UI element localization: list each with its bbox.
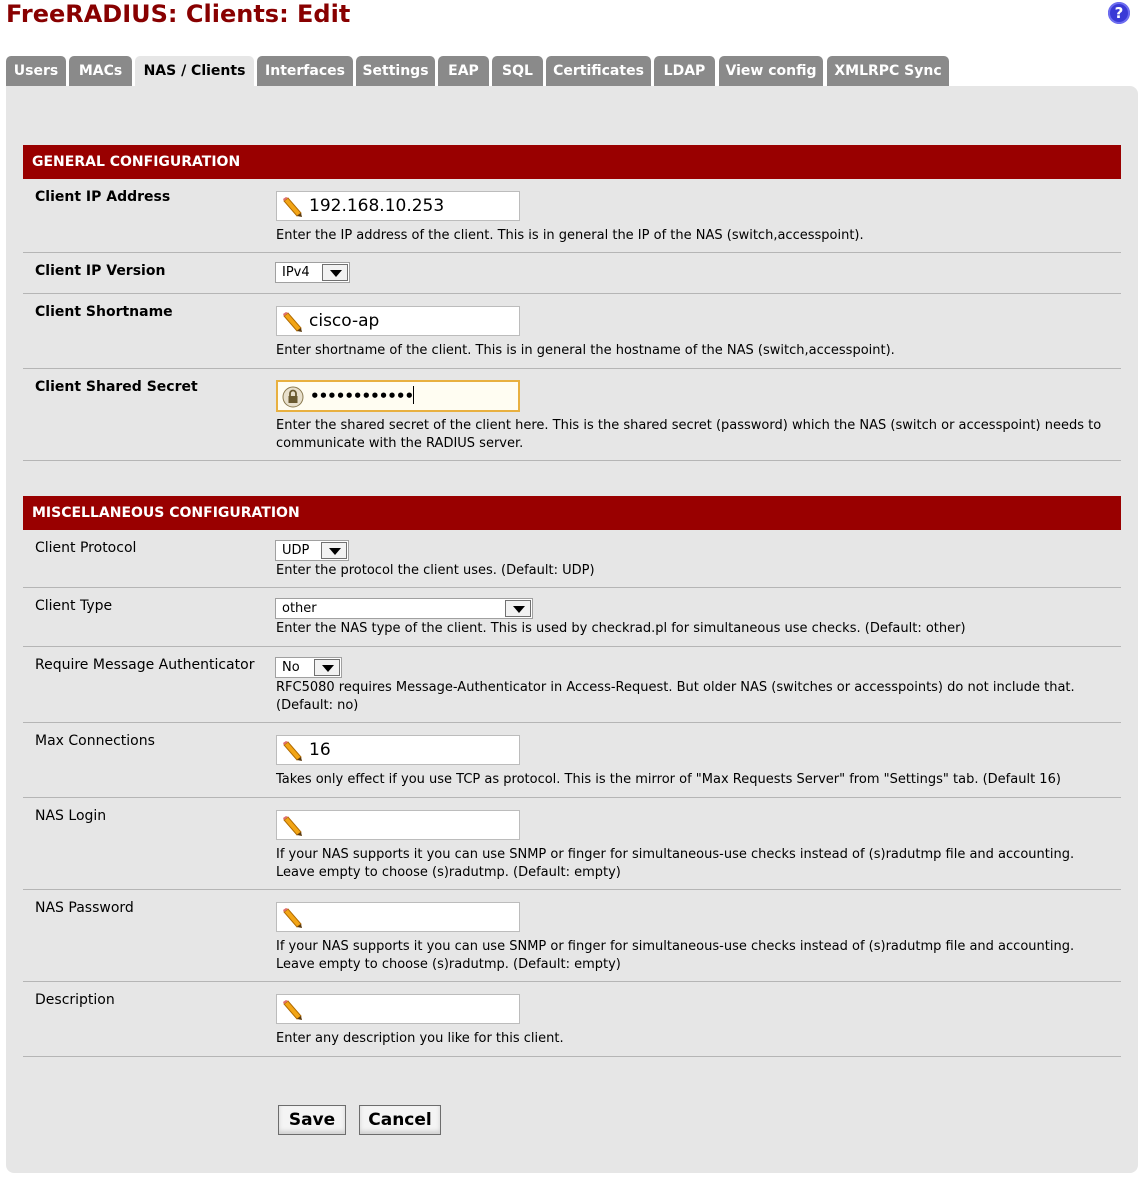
nas-login-desc: If your NAS supports it you can use SNMP or finger for simultaneous-use checks instead of (s)radutmp file and accounting. Leave empty to choose (s)radutmp. (Default: empty): [276, 847, 1075, 880]
help-icon[interactable]: ?: [1108, 2, 1130, 24]
lock-icon: [282, 386, 304, 408]
client-ip-version-value: IPv4: [282, 265, 310, 280]
tab-eap[interactable]: EAP: [438, 56, 489, 86]
chevron-down-icon: [314, 659, 340, 676]
tab-certificates[interactable]: Certificates: [546, 56, 651, 86]
max-connections-input[interactable]: [276, 735, 520, 765]
client-ip-version-row: [23, 253, 1121, 294]
general-config-header: GENERAL CONFIGURATION: [23, 145, 1121, 179]
client-ip-value: 192.168.10.253: [309, 196, 445, 216]
client-protocol-label: Client Protocol: [35, 540, 137, 556]
chevron-down-icon: [505, 600, 531, 617]
tab-users[interactable]: Users: [6, 56, 66, 86]
misc-config-header: MISCELLANEOUS CONFIGURATION: [23, 496, 1121, 530]
tab-settings[interactable]: Settings: [356, 56, 435, 86]
client-shortname-value: cisco-ap: [309, 311, 380, 331]
client-secret-row: [23, 369, 1121, 461]
nas-password-desc: If your NAS supports it you can use SNMP or finger for simultaneous-use checks instead of (s)radutmp file and accounting. Leave empty to choose (s)radutmp. (Default: empty): [276, 939, 1075, 972]
client-shortname-desc: Enter shortname of the client. This is in general the hostname of the NAS (switch,accesspoint).: [276, 343, 895, 358]
chevron-down-icon: [322, 264, 348, 281]
msg-auth-row: [23, 647, 1121, 723]
nas-login-label: NAS Login: [35, 808, 107, 824]
description-desc: Enter any description you like for this client.: [276, 1031, 564, 1046]
pencil-icon: [281, 815, 303, 837]
pencil-icon: [281, 999, 303, 1021]
client-shortname-input[interactable]: [276, 306, 520, 336]
tab-view-config[interactable]: View config: [719, 56, 823, 86]
tab-macs[interactable]: MACs: [69, 56, 132, 86]
client-ip-desc: Enter the IP address of the client. This is in general the IP of the NAS (switch,accesspoint).: [276, 228, 864, 243]
msg-auth-value: No: [282, 660, 300, 675]
client-protocol-value: UDP: [282, 543, 310, 558]
msg-auth-desc: RFC5080 requires Message-Authenticator in Access-Request. But older NAS (switches or accesspoints) do not include that. (Default: no): [276, 680, 1075, 713]
client-ip-input[interactable]: [276, 191, 520, 221]
nas-login-input[interactable]: [276, 810, 520, 840]
client-type-select[interactable]: [275, 598, 533, 619]
content-panel: [6, 86, 1138, 1173]
nas-password-row: [23, 890, 1121, 982]
chevron-down-icon: [321, 542, 347, 559]
msg-auth-label: Require Message Authenticator: [35, 657, 255, 673]
tab-interfaces[interactable]: Interfaces: [257, 56, 353, 86]
max-connections-value: 16: [309, 740, 331, 760]
client-type-desc: Enter the NAS type of the client. This is used by checkrad.pl for simultaneous use checks. (Default: other): [276, 621, 966, 636]
client-ip-version-select[interactable]: [275, 262, 350, 283]
client-type-label: Client Type: [35, 598, 113, 614]
tab-xmlrpc-sync[interactable]: XMLRPC Sync: [827, 56, 949, 86]
client-protocol-row: [23, 530, 1121, 588]
client-shortname-row: [23, 294, 1121, 369]
pencil-icon: [281, 311, 303, 333]
client-protocol-select[interactable]: [275, 540, 349, 561]
nas-password-input[interactable]: [276, 902, 520, 932]
save-button[interactable]: Save: [278, 1105, 346, 1135]
tab-ldap[interactable]: LDAP: [654, 56, 715, 86]
client-secret-value: ••••••••••••: [310, 387, 414, 405]
client-secret-desc: Enter the shared secret of the client here. This is the shared secret (password) which the NAS (switch or accesspoint) needs to communicate with the RADIUS server.: [276, 418, 1102, 451]
client-type-row: [23, 588, 1121, 647]
client-shortname-label: Client Shortname: [35, 304, 173, 320]
description-label: Description: [35, 992, 115, 1008]
nas-password-label: NAS Password: [35, 900, 134, 916]
client-type-value: other: [282, 601, 317, 616]
nas-login-row: [23, 798, 1121, 890]
client-secret-input[interactable]: [276, 380, 520, 412]
text-caret: [413, 386, 414, 404]
pencil-icon: [281, 196, 303, 218]
page-title: FreeRADIUS: Clients: Edit: [6, 0, 351, 28]
max-connections-desc: Takes only effect if you use TCP as protocol. This is the mirror of "Max Requests Server" from "Settings" tab. (Default 16): [276, 772, 1061, 787]
tab-sql[interactable]: SQL: [492, 56, 543, 86]
description-input[interactable]: [276, 994, 520, 1024]
description-row: [23, 982, 1121, 1057]
client-ip-label: Client IP Address: [35, 189, 171, 205]
client-ip-row: [23, 179, 1121, 253]
client-secret-label: Client Shared Secret: [35, 379, 198, 395]
tab-nas-clients[interactable]: NAS / Clients: [135, 56, 254, 86]
msg-auth-select[interactable]: [275, 657, 342, 678]
max-connections-label: Max Connections: [35, 733, 155, 749]
pencil-icon: [281, 907, 303, 929]
cancel-button[interactable]: Cancel: [359, 1105, 441, 1135]
client-protocol-desc: Enter the protocol the client uses. (Default: UDP): [276, 563, 595, 578]
pencil-icon: [281, 740, 303, 762]
max-connections-row: [23, 723, 1121, 798]
client-ip-version-label: Client IP Version: [35, 263, 166, 279]
